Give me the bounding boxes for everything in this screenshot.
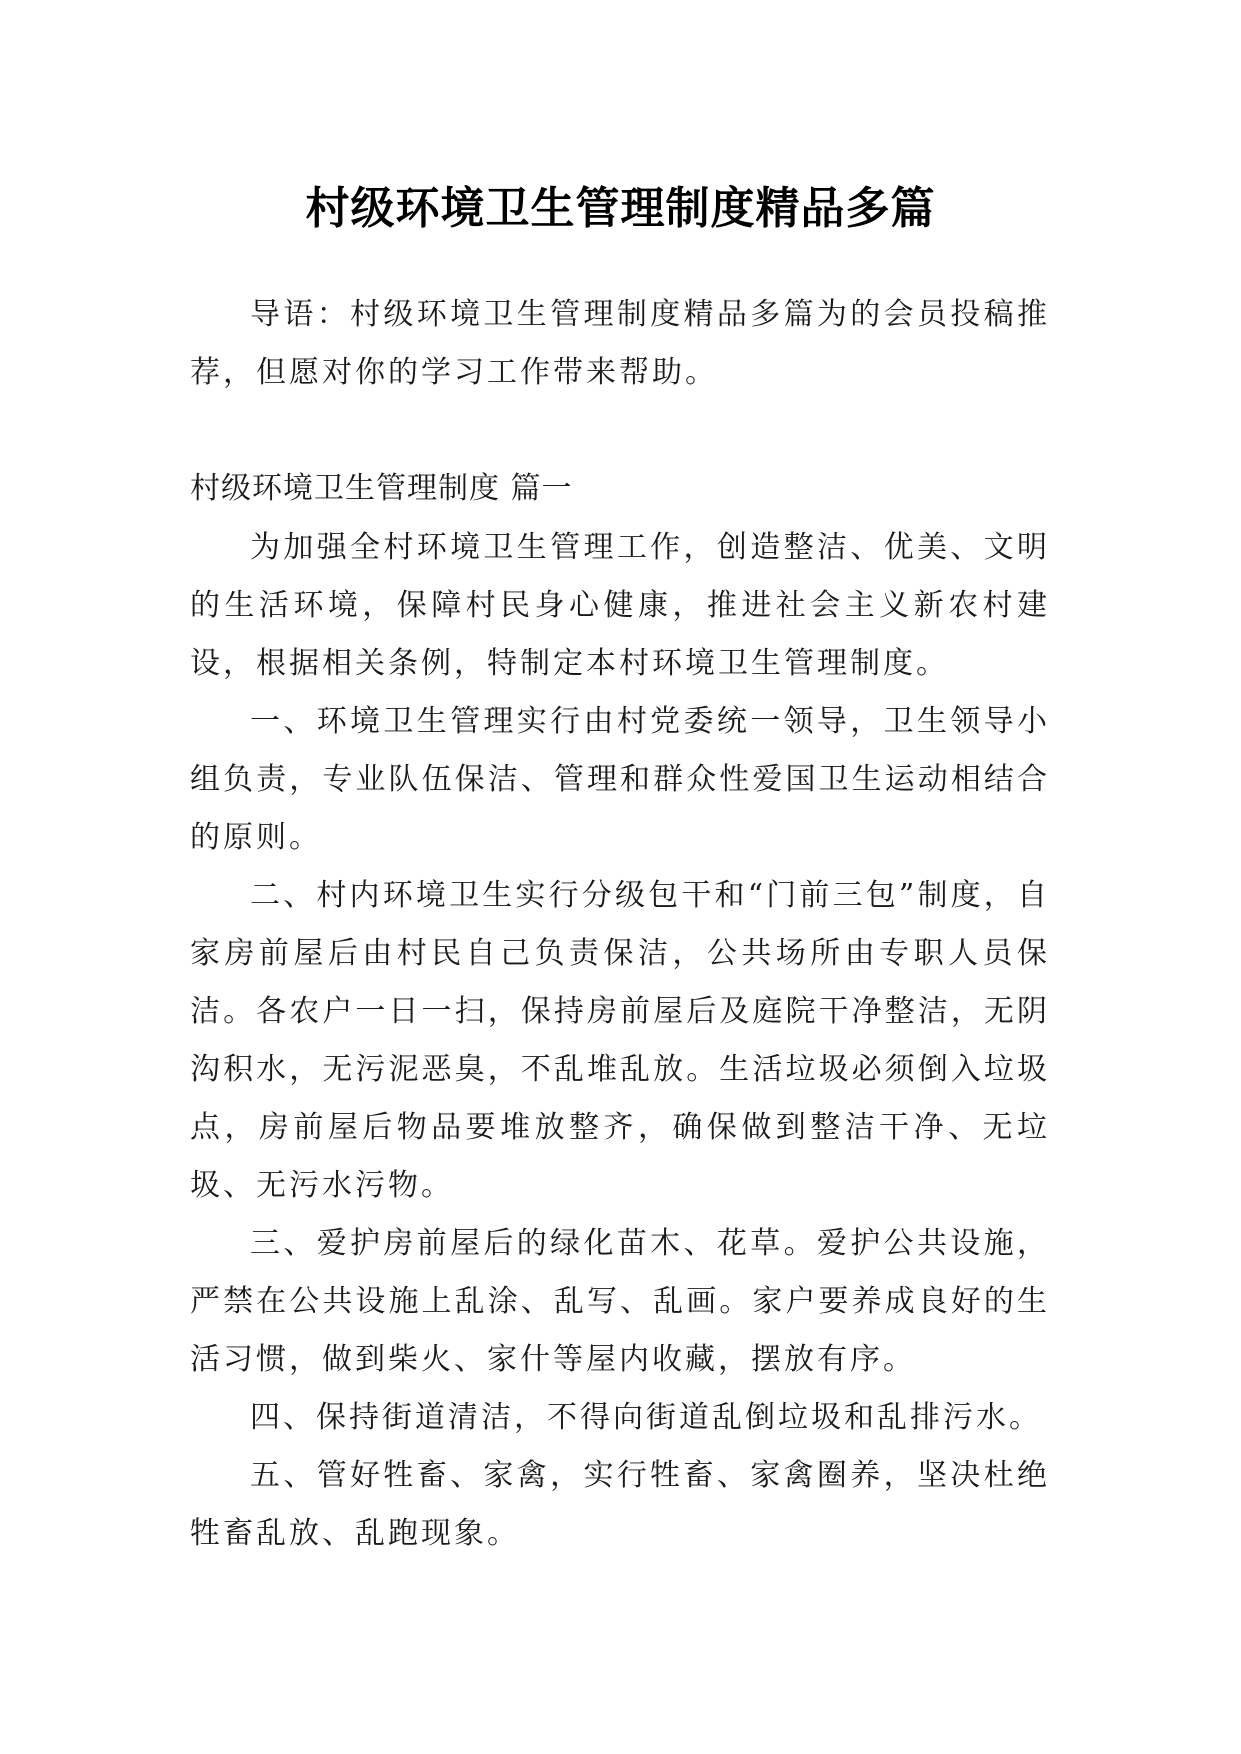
document-title: 村级环境卫生管理制度精品多篇 (305, 183, 936, 235)
section-body (190, 519, 1050, 1563)
paragraph: 为加强全村环境卫生管理工作，创造整洁、优美、文明的生活环境，保障村民身心健康，推进社会主义新农村建设，根据相关条例，特制定本村环境卫生管理制度。 (190, 530, 1050, 681)
paragraph: 一、环境卫生管理实行由村党委统一领导，卫生领导小组负责，专业队伍保洁、管理和群众性爱国卫生运动相结合的原则。 (190, 704, 1050, 855)
paragraph: 四、保持街道清洁，不得向街道乱倒垃圾和乱排污水。 (250, 1400, 1042, 1435)
intro-paragraph (190, 286, 1050, 402)
paragraph: 五、管好牲畜、家禽，实行牲畜、家禽圈养，坚决杜绝牲畜乱放、乱跑现象。 (190, 1458, 1050, 1551)
paragraph: 三、爱护房前屋后的绿化苗木、花草。爱护公共设施，严禁在公共设施上乱涂、乱写、乱画。家户要养成良好的生活习惯，做到柴火、家什等屋内收藏，摆放有序。 (190, 1226, 1050, 1377)
paragraph: 二、村内环境卫生实行分级包干和“门前三包”制度，自家房前屋后由村民自己负责保洁，公共场所由专职人员保洁。各农户一日一扫，保持房前屋后及庭院干净整洁，无阴沟积水，无污泥恶臭，不乱堆乱放。生活垃圾必须倒入垃圾点，房前屋后物品要堆放整齐，确保做到整洁干净、无垃圾、无污水污物。 (190, 878, 1050, 1203)
intro-text: 导语：村级环境卫生管理制度精品多篇为的会员投稿推荐，但愿对你的学习工作带来帮助。 (190, 297, 1050, 390)
section-heading: 村级环境卫生管理制度 篇一 (190, 471, 573, 506)
